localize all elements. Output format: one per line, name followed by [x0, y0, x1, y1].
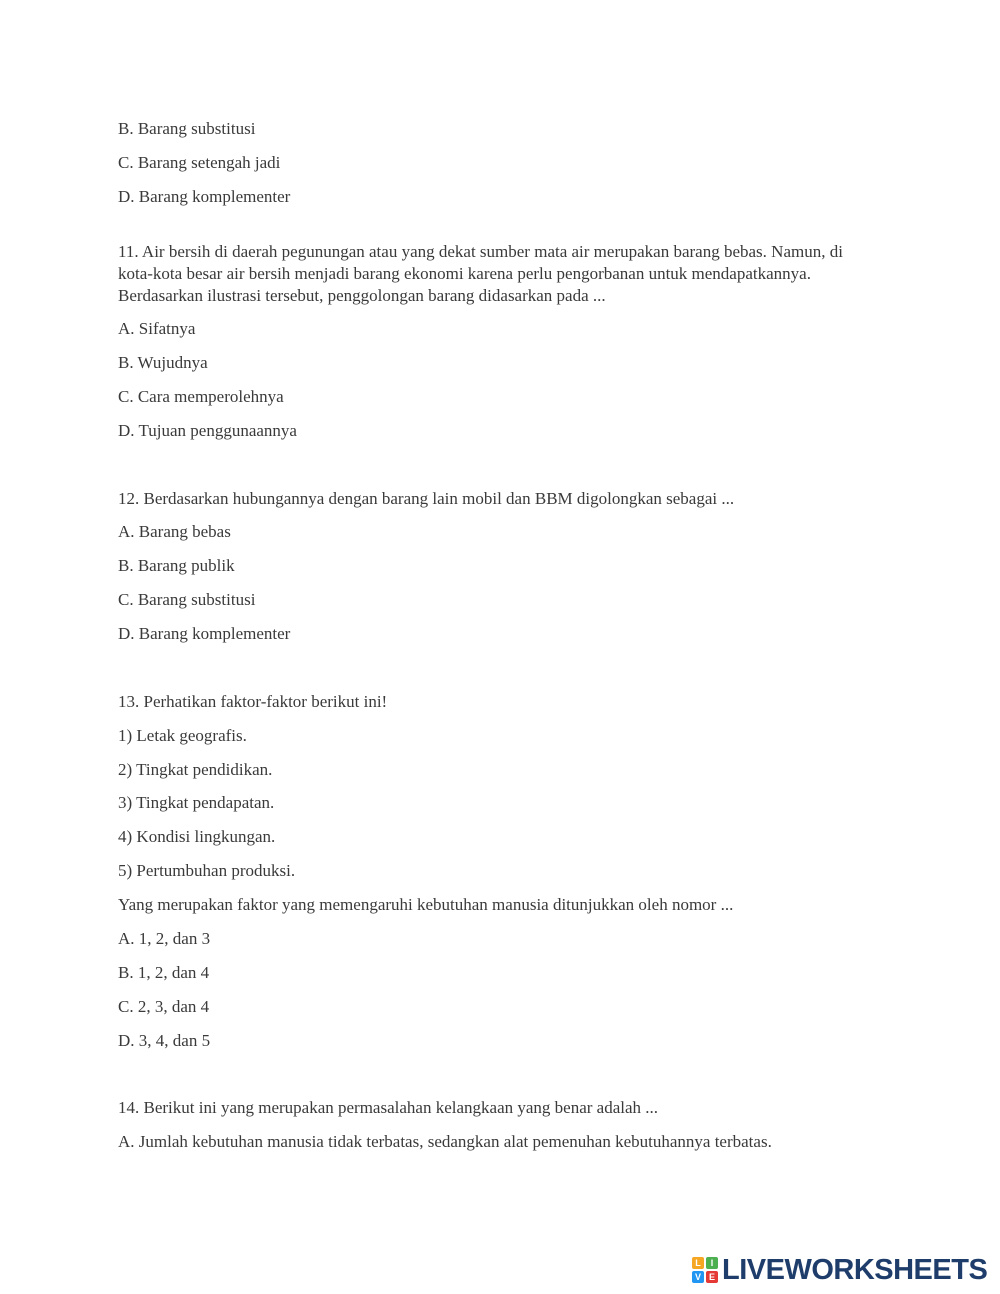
liveworksheets-logo	[692, 1254, 987, 1286]
q13-option-a: A. 1, 2, dan 3	[118, 929, 211, 948]
q12-option-b: B. Barang publik	[118, 556, 235, 575]
q11-question: 11. Air bersih di daerah pegunungan atau yang dekat sumber mata air merupakan barang bebas. Namun, di kota-kota besar air bersih menjadi barang ekonomi karena perlu pengorbanan untuk mendapatkannya. Berdasarkan ilustrasi tersebut, penggolongan barang didasarkan pada ...	[118, 242, 843, 305]
q13-prompt: Yang merupakan faktor yang memengaruhi kebutuhan manusia ditunjukkan oleh nomor ...	[118, 895, 734, 914]
q10-option-d: D. Barang komplementer	[118, 187, 291, 206]
q11-option-a: A. Sifatnya	[118, 319, 196, 338]
logo-mark-letter: I	[706, 1257, 718, 1269]
q13-item-2: 2) Tingkat pendidikan.	[118, 760, 273, 779]
q13-item-3: 3) Tingkat pendapatan.	[118, 793, 275, 812]
q13-option-b: B. 1, 2, dan 4	[118, 963, 210, 982]
q14-option-a: A. Jumlah kebutuhan manusia tidak terbatas, sedangkan alat pemenuhan kebutuhannya terbatas.	[118, 1132, 772, 1151]
q12-option-d: D. Barang komplementer	[118, 624, 291, 643]
q12-option-c: C. Barang substitusi	[118, 590, 256, 609]
q12-question: 12. Berdasarkan hubungannya dengan barang lain mobil dan BBM digolongkan sebagai ...	[118, 489, 735, 508]
q10-option-b: B. Barang substitusi	[118, 119, 256, 138]
q11-option-b: B. Wujudnya	[118, 353, 208, 372]
logo-mark-letter: V	[692, 1271, 704, 1283]
q14-question: 14. Berikut ini yang merupakan permasalahan kelangkaan yang benar adalah ...	[118, 1098, 659, 1117]
logo-mark-letter: E	[706, 1271, 718, 1283]
q11-option-d: D. Tujuan penggunaannya	[118, 421, 297, 440]
q13-item-4: 4) Kondisi lingkungan.	[118, 827, 276, 846]
logo-mark-icon	[692, 1257, 718, 1283]
q13-item-5: 5) Pertumbuhan produksi.	[118, 861, 296, 880]
q11-option-c: C. Cara memperolehnya	[118, 387, 284, 406]
q10-option-c: C. Barang setengah jadi	[118, 153, 281, 172]
q13-option-c: C. 2, 3, dan 4	[118, 997, 210, 1016]
logo-mark-letter: L	[692, 1257, 704, 1269]
q12-option-a: A. Barang bebas	[118, 522, 231, 541]
q13-question: 13. Perhatikan faktor-faktor berikut ini!	[118, 692, 388, 711]
q13-item-1: 1) Letak geografis.	[118, 726, 247, 745]
logo-text: LIVEWORKSHEETS	[722, 1253, 988, 1286]
q13-option-d: D. 3, 4, dan 5	[118, 1031, 211, 1050]
